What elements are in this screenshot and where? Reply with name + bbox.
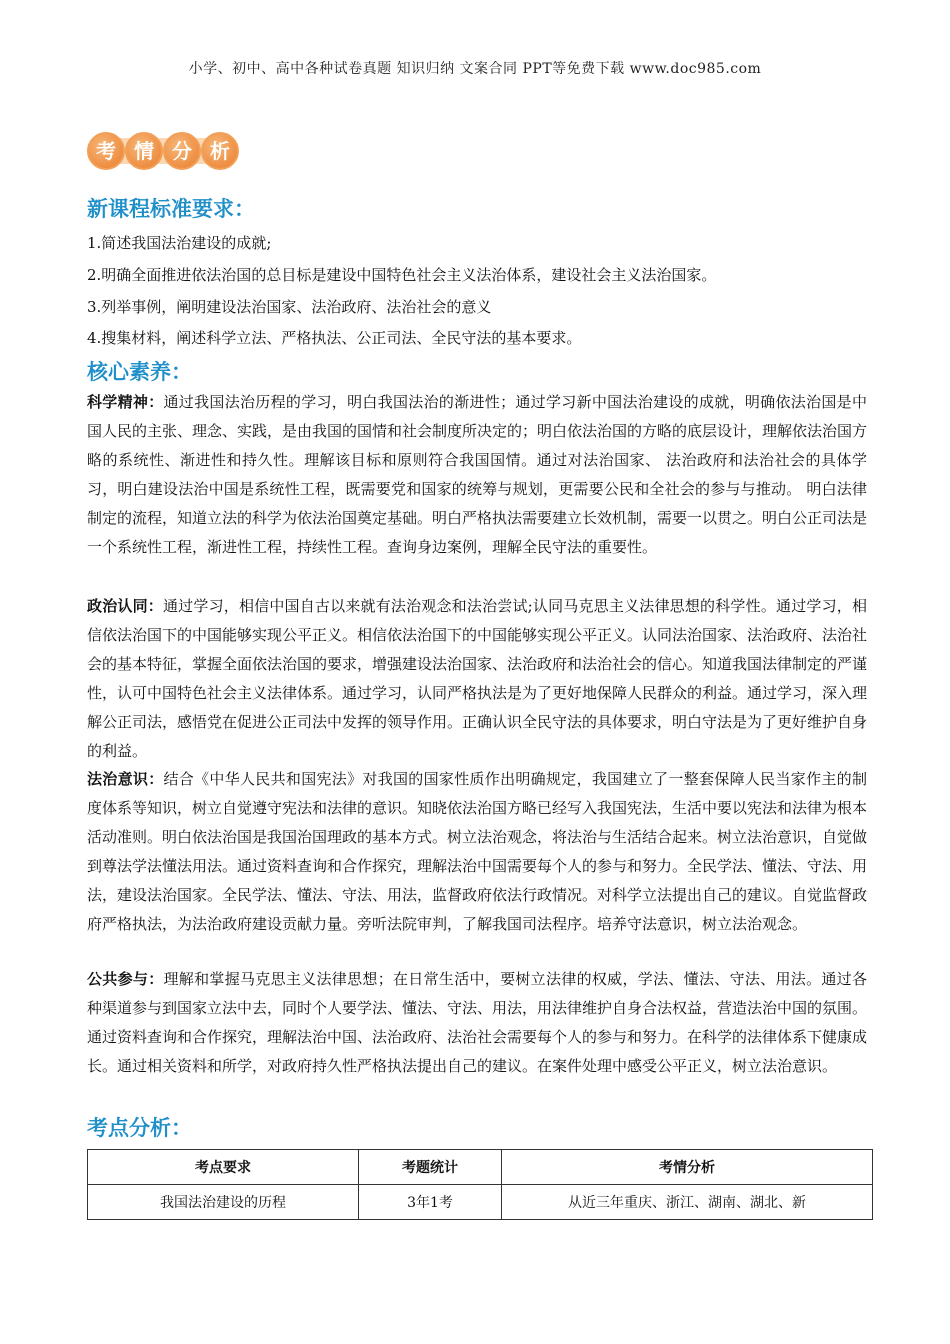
literacy-paragraph [87,592,867,766]
table-header-row [88,1150,873,1185]
table-header: 考题统计 [359,1150,502,1185]
table-header: 考点要求 [88,1150,359,1185]
badge-char: 析 [201,132,239,170]
analysis-table [87,1149,873,1220]
literacy-paragraph [87,965,867,1081]
standards-title: 新课程标准要求： [87,197,255,221]
table-header: 考情分析 [502,1150,873,1185]
literacy-paragraph [87,765,867,939]
paragraph-text: 通过我国法治历程的学习，明白我国法治的渐进性；通过学习新中国法治建设的成就，明确依法治国是中国人民的主张、理念、实践，是由我国的国情和社会制度所决定的；明白依法治国的方略的底层设计，理解依法治国方略的系统性、渐进性和持久性。理解该目标和原则符合我国国情。通过对法治国家、 法治政府和法治社会的具体学习，明白建设法治中国是系统性工程，既需要党和国家的统筹与规划，更需要公民和全社会的参与与推动。 明白法律制定的流程，知道立法的科学为依法治国奠定基础。明白严格执法需要建立长效机制，需要一以贯之。明白公正司法是一个系统性工程，渐进性工程，持续性工程。查询身边案例，理解全民守法的重要性。 [87,393,868,556]
paragraph-text: 通过学习，相信中国自古以来就有法治观念和法治尝试;认同马克思主义法律思想的科学性。通过学习，相信依法治国下的中国能够实现公平正义。相信依法治国下的中国能够实现公平正义。认同法治国家、法治政府、法治社会的基本特征，掌握全面依法治国的要求，增强建设法治国家、法治政府和法治社会的信心。知道我国法律制定的严谨性，认可中国特色社会主义法律体系。通过学习，认同严格执法是为了更好地保障人民群众的利益。通过学习，深入理解公正司法，感悟党在促进公正司法中发挥的领导作用。正确认识全民守法的具体要求，明白守法是为了更好维护自身的利益。 [87,597,868,760]
table-row [88,1185,873,1220]
section-badge [87,128,241,174]
standards-item: 4.搜集材料，阐述科学立法、严格执法、公正司法、全民守法的基本要求。 [87,329,582,347]
standards-item: 3.列举事例，阐明建设法治国家、法治政府、法治社会的意义 [87,298,492,316]
page-header: 小学、初中、高中各种试卷真题 知识归纳 文案合同 PPT等免费下载 www.doc985.com [188,61,762,77]
literacy-paragraph [87,388,867,562]
paragraph-label: 法治意识： [87,770,164,788]
paragraph-label: 科学精神： [87,393,164,411]
table-cell: 我国法治建设的历程 [88,1185,359,1220]
literacy-title: 核心素养： [87,360,192,384]
analysis-title: 考点分析： [87,1116,192,1140]
badge-char: 情 [125,132,163,170]
standards-item: 1.简述我国法治建设的成就; [87,234,272,252]
badge-char: 分 [163,132,201,170]
table-cell: 3年1考 [359,1185,502,1220]
standards-item: 2.明确全面推进依法治国的总目标是建设中国特色社会主义法治体系，建设社会主义法治国家。 [87,266,717,284]
table-cell: 从近三年重庆、浙江、湖南、湖北、新 [502,1185,873,1220]
paragraph-label: 公共参与： [87,970,164,988]
paragraph-text: 理解和掌握马克思主义法律思想；在日常生活中，要树立法律的权威，学法、懂法、守法、用法。通过各种渠道参与到国家立法中去，同时个人要学法、懂法、守法、用法，用法律维护自身合法权益，营造法治中国的氛围。通过资料查询和合作探究，理解法治中国、法治政府、法治社会需要每个人的参与和努力。在科学的法律体系下健康成长。通过相关资料和所学，对政府持久性严格执法提出自己的建议。在案件处理中感受公平正义，树立法治意识。 [87,970,868,1075]
paragraph-label: 政治认同： [87,597,163,615]
badge-char: 考 [87,132,125,170]
paragraph-text: 结合《中华人民共和国宪法》对我国的国家性质作出明确规定，我国建立了一整套保障人民当家作主的制度体系等知识，树立自觉遵守宪法和法律的意识。知晓依法治国方略已经写入我国宪法，生活中要以宪法和法律为根本活动准则。明白依法治国是我国治国理政的基本方式。树立法治观念，将法治与生活结合起来。树立法治意识，自觉做到尊法学法懂法用法。通过资料查询和合作探究，理解法治中国需要每个人的参与和努力。全民学法、懂法、守法、用法，建设法治国家。全民学法、懂法、守法、用法，监督政府依法行政情况。对科学立法提出自己的建议。自觉监督政府严格执法，为法治政府建设贡献力量。旁听法院审判，了解我国司法程序。培养守法意识，树立法治观念。 [87,770,868,933]
